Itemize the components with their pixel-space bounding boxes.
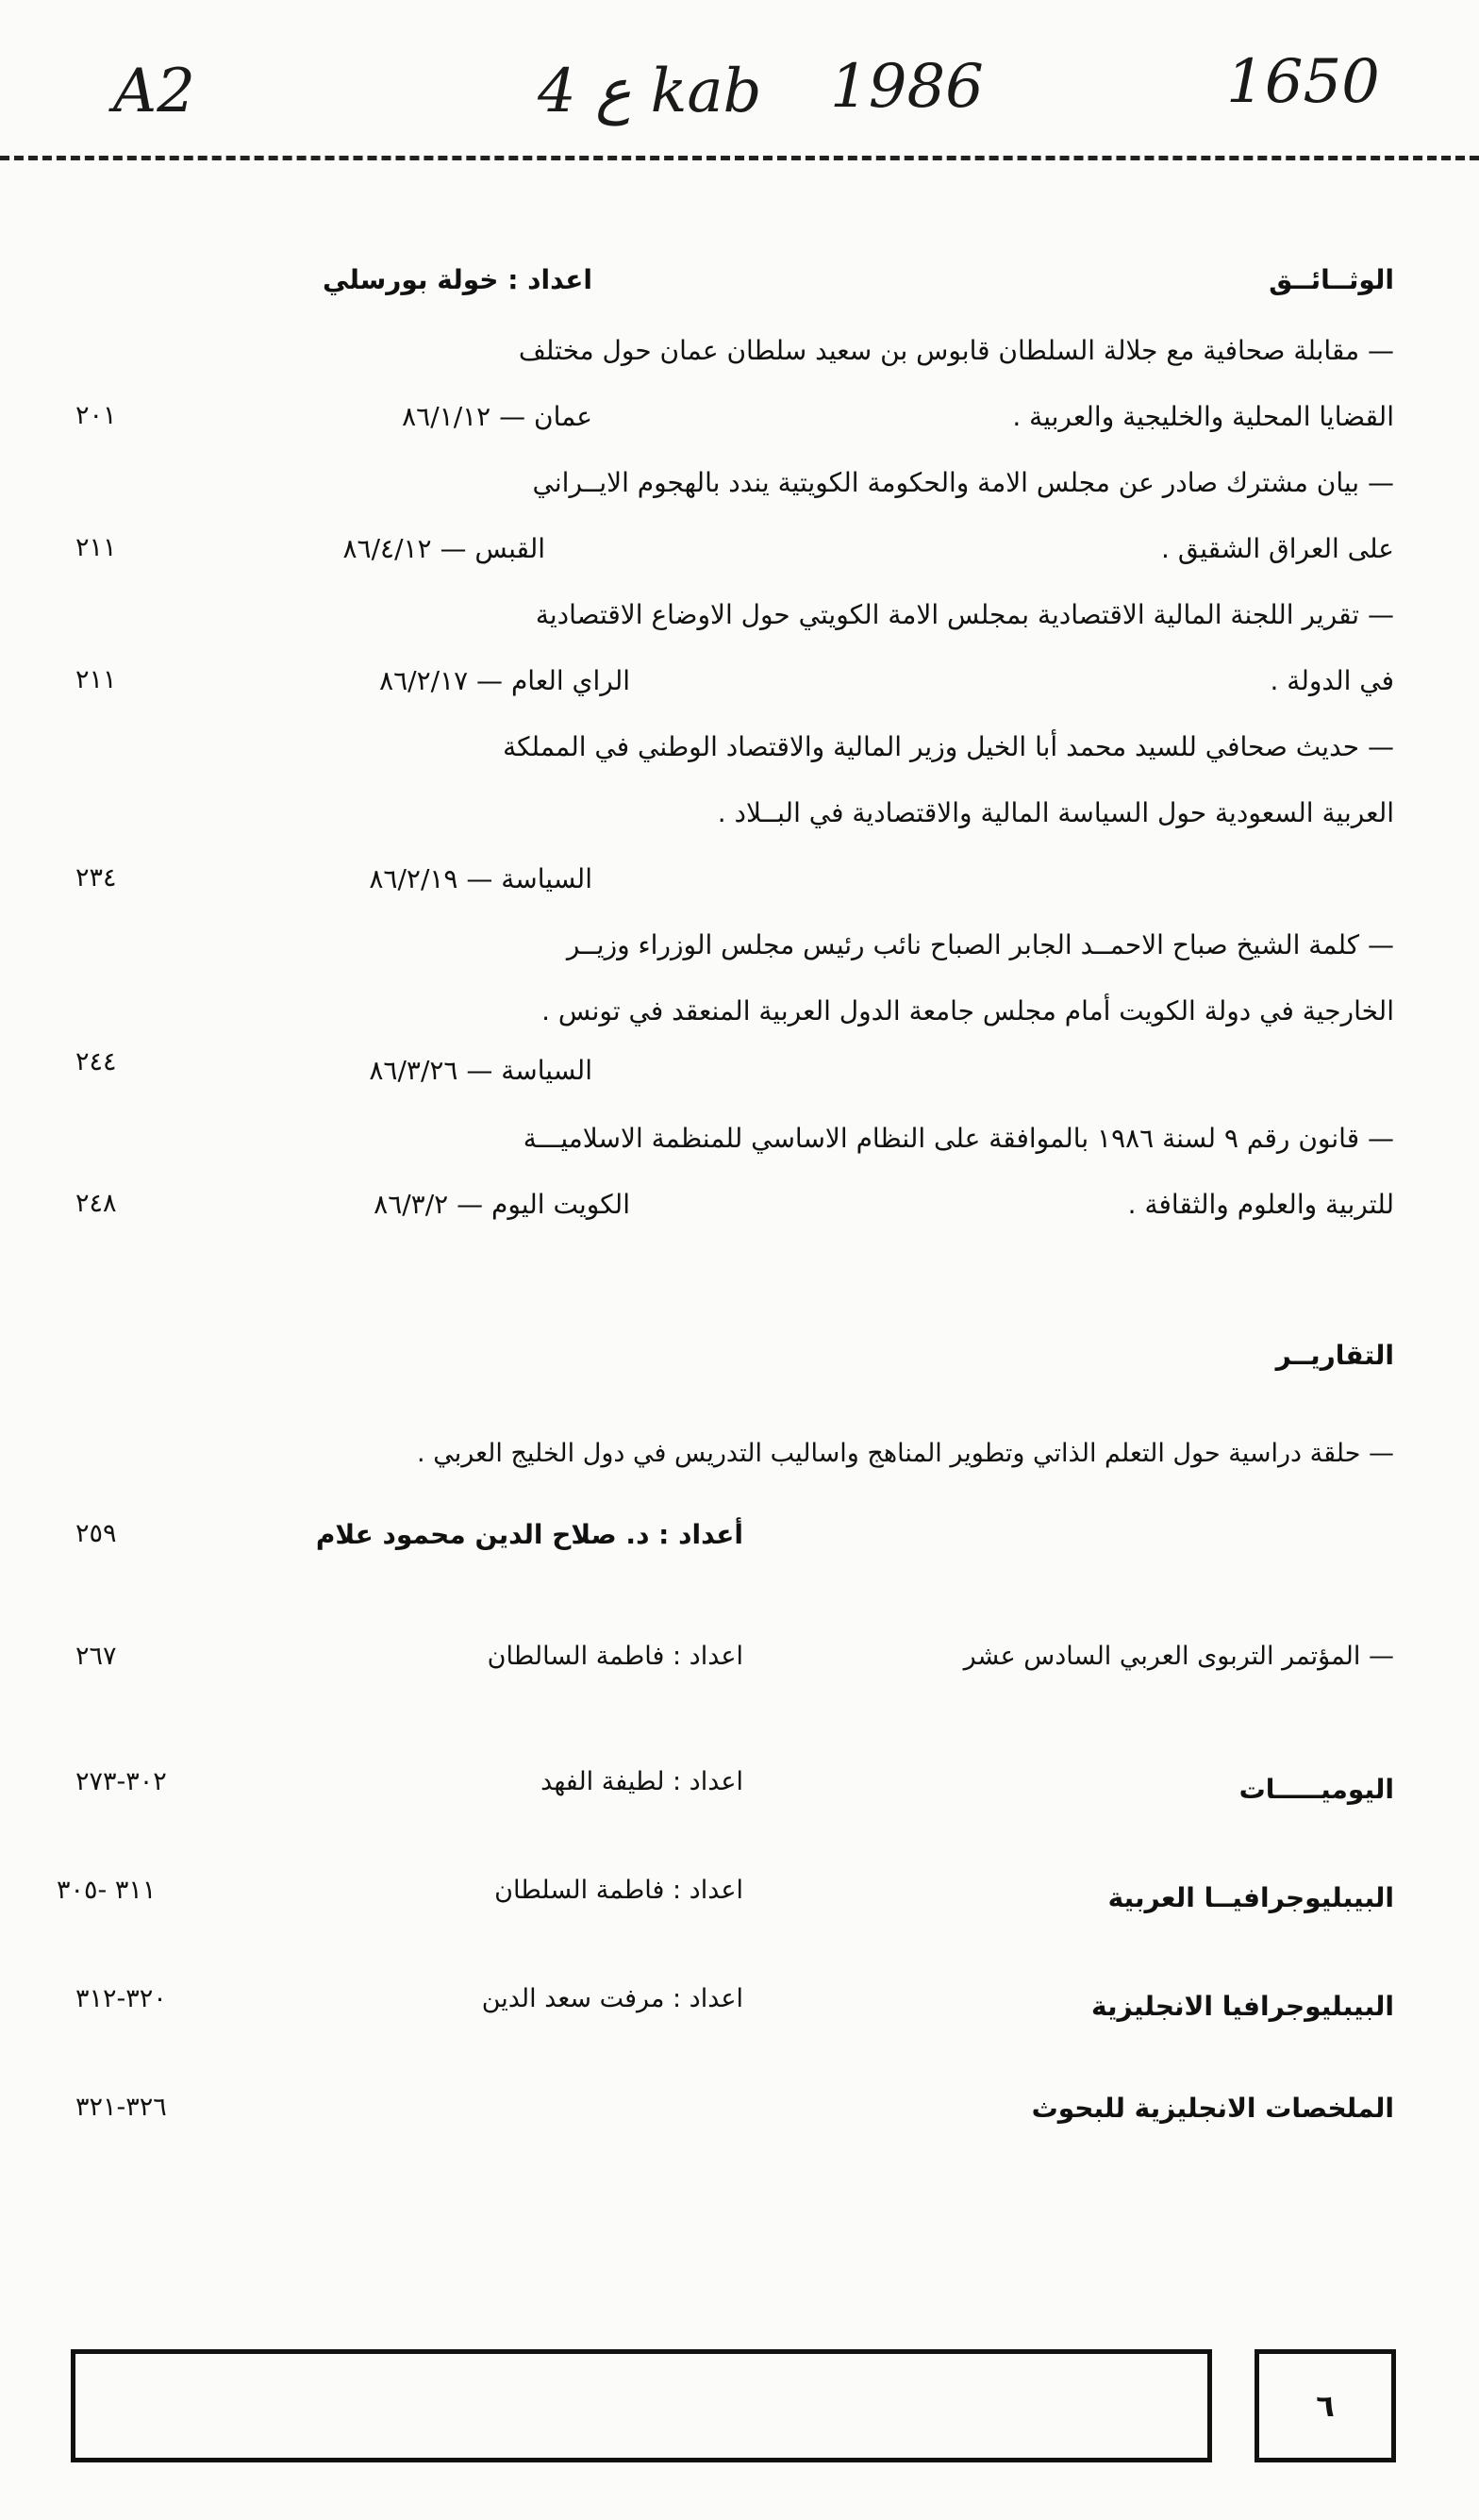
doc-item-3-line1: — تقرير اللجنة المالية الاقتصادية بمجلس الامة الكويتي حول الاوضاع الاقتصادية [535,599,1394,630]
report-2-text: — المؤتمر التربوى العربي السادس عشر [963,1642,1394,1671]
section-heading-reports: التقاريــر [1275,1340,1394,1371]
handwritten-code: 1650 [1226,47,1380,117]
doc-item-1-page: ٢٠١ [75,401,117,430]
doc-item-6-line2: للتربية والعلوم والثقافة . [1127,1189,1394,1220]
section-diaries-pages: ٣٠٢-٢٧٣ [75,1767,167,1796]
section-heading-documents: الوثــائــق [1269,264,1394,295]
handwritten-mark-a2: A2 [113,57,195,126]
doc-item-4-source: السياسة — ٨٦/٢/١٩ [369,863,592,894]
section-english-bibliography-prepared-by: اعداد : مرفت سعد الدين [481,1984,743,2013]
report-1-page: ٢٥٩ [75,1519,117,1548]
report-1-prepared-by: أعداد : د. صلاح الدين محمود علام [315,1519,743,1550]
doc-item-5-line2: الخارجية في دولة الكويت أمام مجلس جامعة الدول العربية المنعقد في تونس . [541,995,1394,1026]
section-arabic-bibliography-title: البيبليوجرافيــا العربية [1107,1882,1394,1913]
section-english-bibliography-title: البيبليوجرافيا الانجليزية [1091,1991,1394,2022]
report-2-page: ٢٦٧ [75,1642,117,1671]
doc-item-4-page: ٢٣٤ [75,863,117,893]
doc-item-5-page: ٢٤٤ [75,1047,117,1076]
doc-item-3-source: الراي العام — ٨٦/٢/١٧ [379,665,630,696]
doc-item-1-line1: — مقابلة صحافية مع جلالة السلطان قابوس بن سعيد سلطان عمان حول مختلف [518,335,1394,366]
documents-prepared-by: اعداد : خولة بورسلي [322,264,592,295]
handwritten-mark-month: 4 ع kab [538,57,762,126]
doc-item-3-page: ٢١١ [75,665,117,694]
doc-item-2-line1: — بيان مشترك صادر عن مجلس الامة والحكومة الكويتية يندد بالهجوم الايــراني [532,467,1394,498]
doc-item-1-source: عمان — ٨٦/١/١٢ [402,401,592,432]
doc-item-6-page: ٢٤٨ [75,1189,117,1218]
section-diaries-title: اليوميـــــات [1238,1774,1394,1805]
doc-item-4-line1: — حديث صحافي للسيد محمد أبا الخيل وزير المالية والاقتصاد الوطني في المملكة [503,731,1394,762]
footer-page-number: ٦ [1255,2349,1396,2462]
doc-item-5-source: السياسة — ٨٦/٣/٢٦ [369,1055,592,1086]
report-2-prepared-by: اعداد : فاطمة السالطان [487,1642,743,1671]
section-arabic-bibliography-pages: ٣١١ -٣٠٥ [57,1876,157,1905]
doc-item-2-source: القبس — ٨٦/٤/١٢ [342,533,545,564]
doc-item-6-line1: — قانون رقم ٩ لسنة ١٩٨٦ بالموافقة على النظام الاساسي للمنظمة الاسلاميـــة [523,1123,1394,1154]
section-diaries-prepared-by: اعداد : لطيفة الفهد [540,1767,743,1796]
doc-item-6-source: الكويت اليوم — ٨٦/٣/٢ [374,1189,630,1220]
doc-item-4-line2: العربية السعودية حول السياسة المالية والاقتصادية في البــلاد . [717,797,1394,828]
footer-empty-box [71,2349,1212,2462]
doc-item-3-line2: في الدولة . [1270,665,1394,696]
doc-item-2-line2: على العراق الشقيق . [1161,533,1394,564]
section-arabic-bibliography-prepared-by: اعداد : فاطمة السلطان [494,1876,743,1905]
header-dashed-divider [0,156,1479,160]
section-english-abstracts-pages: ٣٢٦-٣٢١ [75,2093,167,2122]
doc-item-1-line2: القضايا المحلية والخليجية والعربية . [1012,401,1394,432]
handwritten-year: 1986 [830,52,984,122]
section-english-bibliography-pages: ٣٢٠-٣١٢ [75,1984,167,2013]
section-english-abstracts-title: الملخصات الانجليزية للبحوث [1031,2093,1394,2124]
doc-item-2-page: ٢١١ [75,533,117,562]
doc-item-5-line1: — كلمة الشيخ صباح الاحمــد الجابر الصباح نائب رئيس مجلس الوزراء وزيــر [566,929,1394,960]
report-1-text: — حلقة دراسية حول التعلم الذاتي وتطوير المناهج واساليب التدريس في دول الخليج العربي . [417,1439,1394,1468]
